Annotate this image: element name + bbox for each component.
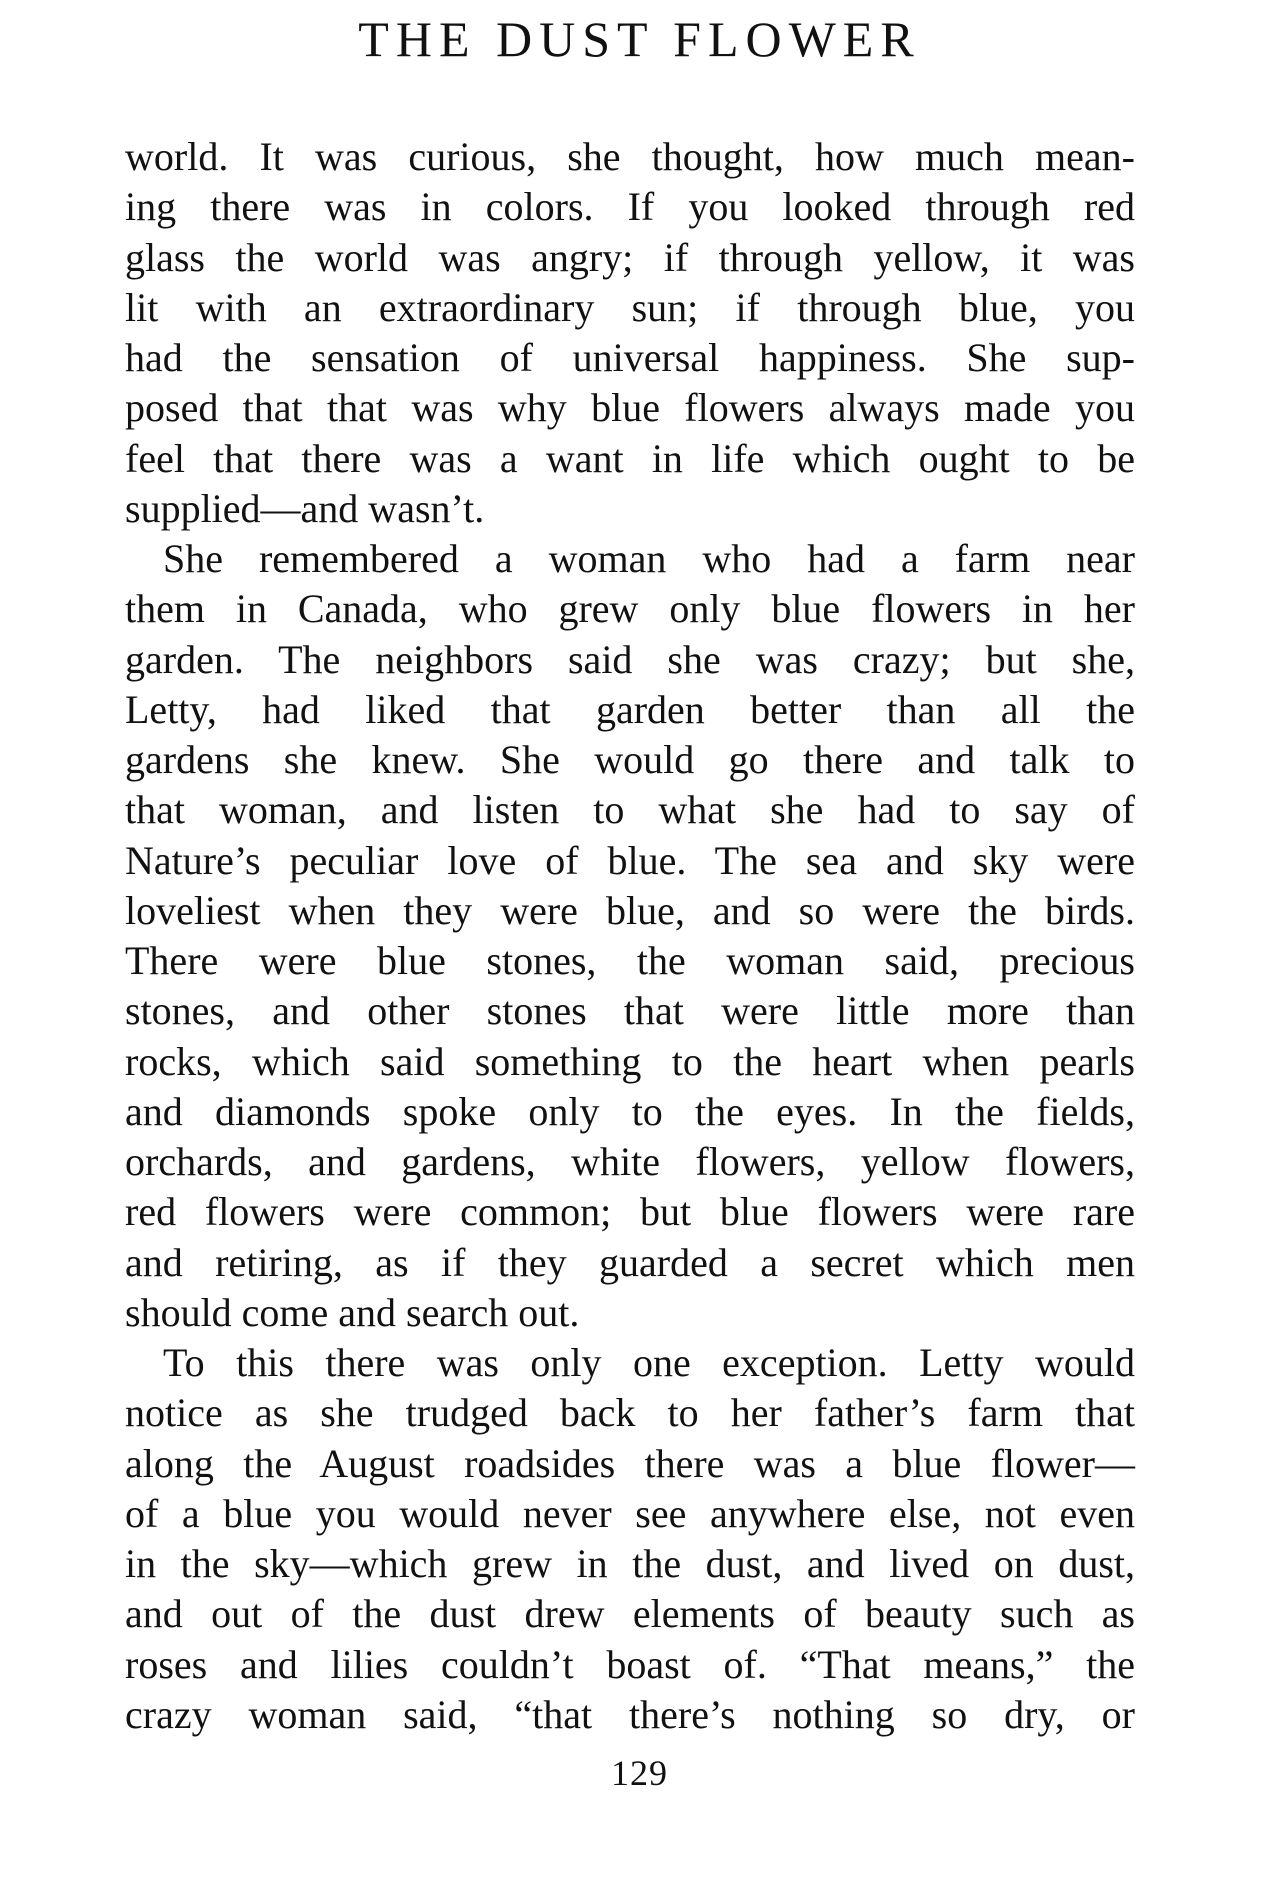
text-line: loveliest when they were blue, and so were the birds. [125, 887, 1135, 933]
running-head: THE DUST FLOWER [358, 11, 921, 67]
text-line: lit with an extraordinary sun; if through blue, you [125, 284, 1135, 330]
paragraph-1 [125, 132, 1135, 534]
text-line: world. It was curious, she thought, how much mean- [125, 134, 1135, 179]
paragraph-2 [125, 534, 1135, 1338]
text-line: There were blue stones, the woman said, precious [125, 938, 1135, 983]
text-line: and retiring, as if they guarded a secret which men [125, 1239, 1135, 1285]
text-line: and out of the dust drew elements of beauty such as [125, 1591, 1135, 1637]
text-line: To this there was only one exception. Letty would [163, 1340, 1135, 1385]
page-number: 129 [611, 1753, 668, 1793]
text-line: had the sensation of universal happiness. She sup- [125, 335, 1135, 380]
text-line: stones, and other stones that were little more than [125, 988, 1135, 1034]
text-line: in the sky—which grew in the dust, and lived on dust, [125, 1541, 1135, 1586]
text-line: along the August roadsides there was a blue flower— [125, 1440, 1135, 1486]
paragraph-3 [125, 1338, 1135, 1740]
text-line: notice as she trudged back to her father’s farm that [125, 1390, 1135, 1436]
text-line: glass the world was angry; if through yellow, it was [125, 234, 1135, 280]
text-line: She remembered a woman who had a farm near [163, 536, 1135, 581]
text-line: crazy woman said, “that there’s nothing so dry, or [125, 1691, 1135, 1737]
text-line: ing there was in colors. If you looked through red [125, 184, 1135, 230]
text-line: red flowers were common; but blue flowers were rare [125, 1189, 1135, 1235]
text-line: of a blue you would never see anywhere else, not even [125, 1490, 1135, 1536]
text-line: gardens she knew. She would go there and talk to [125, 737, 1135, 782]
text-line: roses and lilies couldn’t boast of. “That means,” the [125, 1641, 1135, 1687]
text-line: rocks, which said something to the heart when pearls [125, 1038, 1135, 1084]
text-line: them in Canada, who grew only blue flowers in her [125, 586, 1135, 632]
body-text [125, 132, 1135, 1740]
text-line: Nature’s peculiar love of blue. The sea and sky were [125, 837, 1135, 883]
text-line: Letty, had liked that garden better than all the [125, 686, 1135, 732]
text-line: feel that there was a want in life which ought to be [125, 435, 1135, 481]
text-line: posed that that was why blue flowers always made you [125, 385, 1135, 431]
text-line: orchards, and gardens, white flowers, yellow flowers, [125, 1139, 1135, 1184]
text-line: that woman, and listen to what she had to say of [125, 787, 1135, 833]
text-line: and diamonds spoke only to the eyes. In the fields, [125, 1088, 1135, 1134]
text-line: supplied—and wasn’t. [125, 485, 485, 531]
text-line: should come and search out. [125, 1289, 580, 1335]
text-line: garden. The neighbors said she was crazy; but she, [125, 636, 1135, 682]
